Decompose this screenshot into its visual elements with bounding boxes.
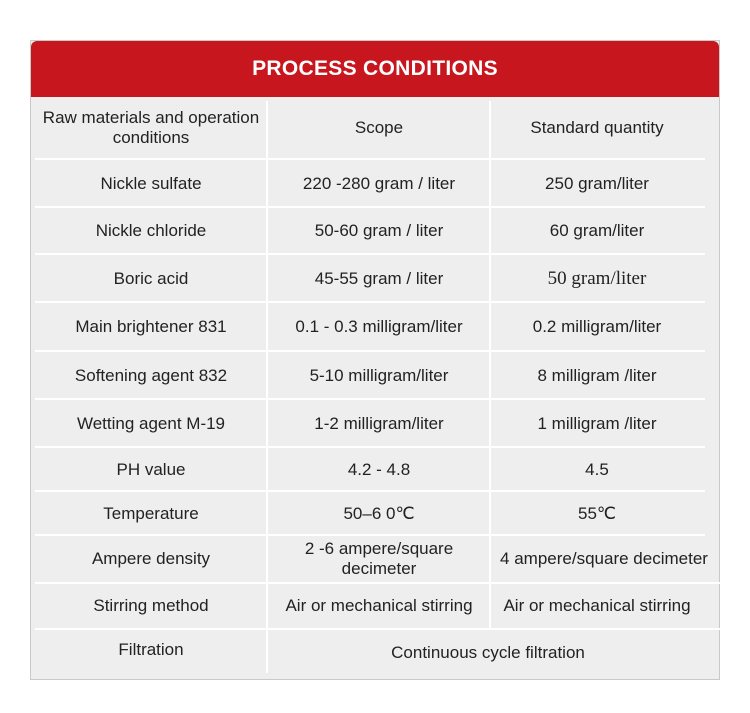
column-divider [266, 101, 268, 673]
row-divider [35, 301, 705, 303]
column-header-scope: Scope [354, 118, 404, 137]
standard-value: 4.5 [585, 459, 609, 479]
scope-value: 50–6 0℃ [343, 503, 415, 523]
scope-value: 0.1 - 0.3 milligram/liter [295, 317, 463, 336]
row-divider [35, 534, 705, 536]
standard-value: 55℃ [577, 503, 616, 523]
row-label: Temperature [103, 503, 199, 523]
column-divider [489, 101, 491, 629]
standard-value: 60 gram/liter [549, 221, 645, 240]
row-label: PH value [116, 459, 186, 479]
row-label: Boric acid [113, 268, 189, 288]
column-header-materials: Raw materials and operation conditions [42, 108, 260, 147]
row-divider [35, 206, 705, 208]
row-label: Main brightener 831 [75, 317, 227, 336]
row-divider [35, 446, 705, 448]
row-divider [35, 490, 705, 492]
scope-value: 5-10 milligram/liter [309, 365, 449, 385]
standard-value: 4 ampere/square decimeter [500, 549, 708, 568]
standard-value: Air or mechanical stirring [503, 595, 691, 615]
column-header-standard-quantity: Standard quantity [530, 118, 664, 137]
row-label: Wetting agent M-19 [76, 413, 226, 433]
row-divider [35, 158, 705, 160]
scope-value: 4.2 - 4.8 [347, 459, 411, 479]
standard-value: 250 gram/liter [545, 173, 649, 193]
standard-value: 0.2 milligram/liter [532, 317, 662, 336]
row-divider [35, 582, 721, 584]
process-conditions-table [30, 40, 720, 680]
standard-value: 50 gram/liter [547, 267, 647, 289]
scope-value: Air or mechanical stirring [285, 595, 473, 615]
scope-value: 50-60 gram / liter [314, 221, 444, 240]
row-divider [35, 253, 705, 255]
row-label: Nickle chloride [95, 221, 207, 240]
scope-value: 2 -6 ampere/square decimeter [304, 539, 454, 578]
standard-value: 8 milligram /liter [537, 365, 657, 385]
row-label: Ampere density [91, 549, 211, 568]
scope-value: 45-55 gram / liter [314, 268, 444, 288]
standard-value: 1 milligram /liter [537, 413, 657, 433]
row-label: Softening agent 832 [74, 365, 228, 385]
row-divider [35, 628, 721, 630]
row-label: Filtration [118, 640, 184, 659]
row-label: Stirring method [93, 595, 209, 615]
scope-value: 220 -280 gram / liter [302, 173, 456, 193]
row-label: Nickle sulfate [100, 173, 202, 193]
scope-value: 1-2 milligram/liter [314, 413, 444, 433]
table-title: PROCESS CONDITIONS [252, 57, 498, 80]
row-divider [35, 398, 705, 400]
table-title-bar [31, 41, 719, 97]
filtration-value: Continuous cycle filtration [391, 643, 585, 662]
row-divider [35, 350, 705, 352]
